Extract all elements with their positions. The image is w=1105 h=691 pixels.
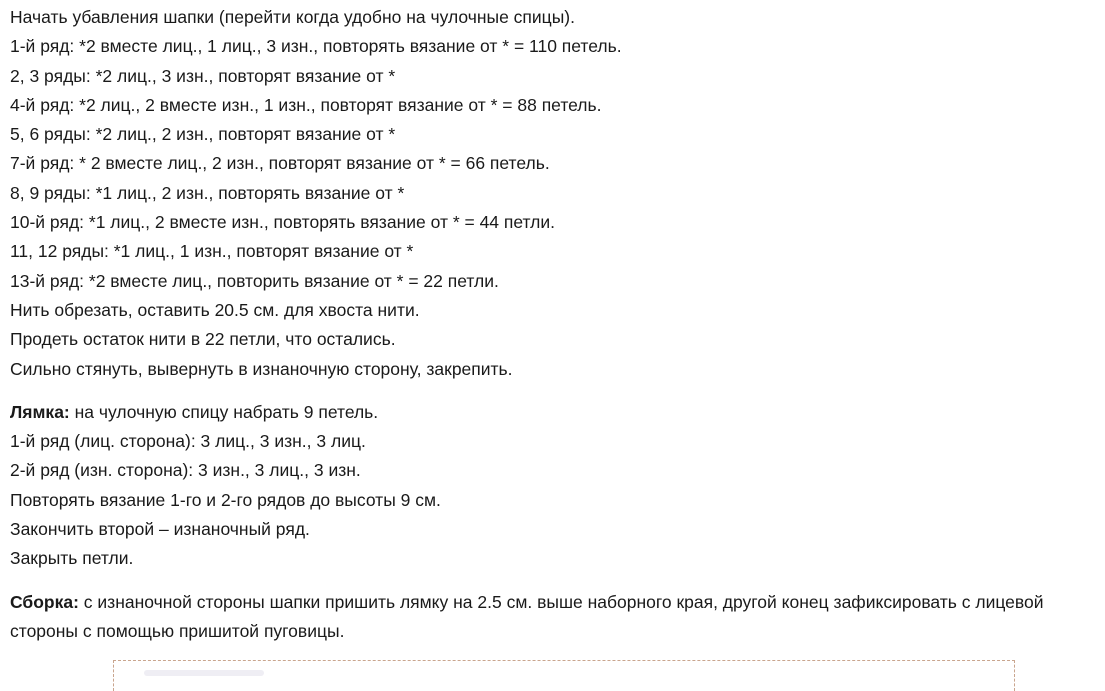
instruction-line: 2, 3 ряды: *2 лиц., 3 изн., повторят вязание от *: [10, 65, 396, 86]
assembly-heading: Сборка:: [10, 591, 79, 612]
instruction-line: Закончить второй – изнаночный ряд.: [10, 519, 310, 540]
instruction-line: Продеть остаток нити в 22 петли, что остались.: [10, 329, 396, 350]
assembly-paragraph: [10, 588, 1095, 647]
instruction-line: 10-й ряд: *1 лиц., 2 вместе изн., повторять вязание от * = 44 петли.: [10, 212, 556, 233]
strap-intro-line: [10, 398, 1095, 427]
instruction-line: 1-й ряд (лиц. сторона): 3 лиц., 3 изн., 3 лиц.: [10, 431, 366, 452]
instruction-line: Закрыть петли.: [10, 548, 134, 569]
decrease-section: [10, 3, 1095, 384]
strap-heading: Лямка:: [10, 401, 70, 422]
instruction-line: Нить обрезать, оставить 20.5 см. для хвоста нити.: [10, 299, 420, 320]
section-gap: [10, 384, 1095, 398]
section-gap: [10, 574, 1095, 588]
instruction-line: 11, 12 ряды: *1 лиц., 1 изн., повторят вязание от *: [10, 241, 414, 262]
instruction-line: Сильно стянуть, вывернуть в изнаночную сторону, закрепить.: [10, 358, 513, 379]
assembly-text: с изнаночной стороны шапки пришить лямку на 2.5 см. выше наборного края, другой конец зафиксировать с лицевой стороны с помощью пришитой пуговицы.: [10, 591, 1044, 641]
article-body: [10, 3, 1095, 646]
embedded-content-frame: [113, 660, 1015, 691]
instruction-line: Повторять вязание 1-го и 2-го рядов до высоты 9 см.: [10, 489, 441, 510]
strap-section: [10, 398, 1095, 574]
assembly-section: [10, 588, 1095, 647]
instruction-line: 13-й ряд: *2 вместе лиц., повторить вязание от * = 22 петли.: [10, 270, 499, 291]
instruction-line: 2-й ряд (изн. сторона): 3 изн., 3 лиц., 3 изн.: [10, 460, 361, 481]
frame-preview: [144, 670, 264, 676]
instruction-line: 7-й ряд: * 2 вместе лиц., 2 изн., повторят вязание от * = 66 петель.: [10, 153, 550, 174]
instruction-line: Начать убавления шапки (перейти когда удобно на чулочные спицы).: [10, 7, 575, 27]
instruction-line: 1-й ряд: *2 вместе лиц., 1 лиц., 3 изн., повторять вязание от * = 110 петель.: [10, 36, 622, 57]
instruction-line: 8, 9 ряды: *1 лиц., 2 изн., повторять вязание от *: [10, 182, 405, 203]
instruction-line: 5, 6 ряды: *2 лиц., 2 изн., повторят вязание от *: [10, 124, 396, 145]
instruction-line: 4-й ряд: *2 лиц., 2 вместе изн., 1 изн., повторят вязание от * = 88 петель.: [10, 94, 602, 115]
strap-intro: на чулочную спицу набрать 9 петель.: [69, 401, 379, 422]
